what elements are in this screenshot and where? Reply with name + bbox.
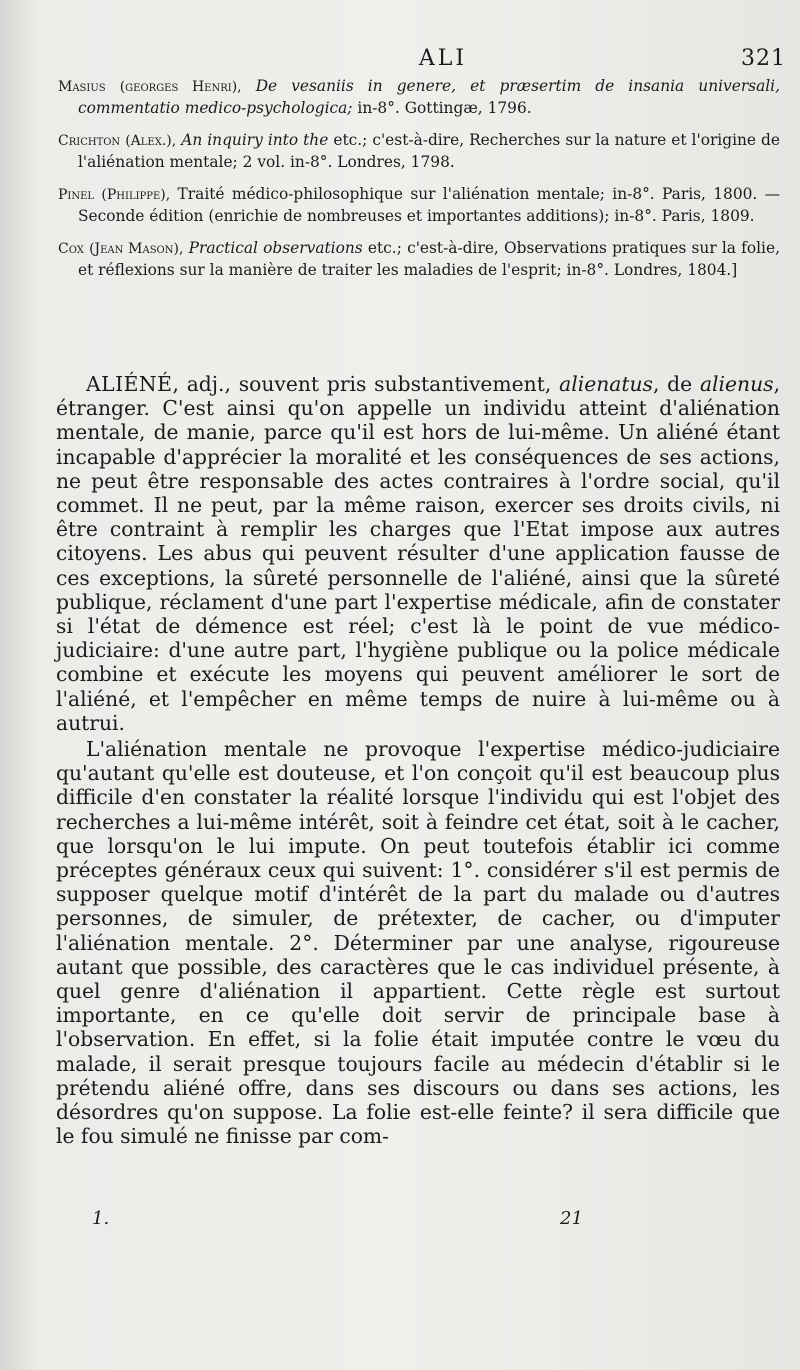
page-number: 321	[741, 46, 786, 71]
paragraph-text: , de	[652, 372, 693, 396]
bib-author: Crichton	[58, 133, 121, 149]
bib-author: Pinel	[58, 187, 95, 203]
bibliography-entry	[58, 238, 780, 281]
paragraph-text: , adj., souvent pris substantivement,	[172, 372, 552, 396]
paragraph-text: , étranger. C'est ainsi qu'on appelle un individu atteint d'aliénation mentale, de manie, parce qu'il est hors de lui-même. Un aliéné étant incapable d'apprécier la moralité et les conséquences de ses actions, ne peut être responsable des actes contraires à l'ordre social, qu'il commet. Il ne peut, par la même raison, exercer ses droits civils, ni être contraint à remplir les charges que l'Etat impose aux autres citoyens. Les abus qui peuvent résulter d'une application fausse de ces exceptions, la sûreté personnelle de l'aliéné, ainsi que la sûreté publique, réclament d'une part l'expertise médicale, afin de constater si l'état de démence est réel; c'est là le point de vue médico-judiciaire: d'une autre part, l'hygiène publique ou la police médicale combine et exécute les moyens qui peuvent améliorer le sort de l'aliéné, et l'empêcher en même temps de nuire à lui-même ou à autrui.	[56, 372, 781, 735]
article-headword: ALIÉNÉ	[86, 372, 173, 396]
bib-author-detail: (georges Henri),	[119, 79, 242, 95]
latin-term: alienus	[699, 372, 774, 396]
latin-term: alienatus	[559, 372, 653, 396]
bib-title: Practical observations	[188, 239, 363, 257]
running-head: ALI	[418, 46, 468, 71]
page-footer	[92, 1208, 592, 1232]
bibliography-entry	[58, 130, 780, 173]
bibliography-list	[58, 76, 780, 292]
bib-author-detail: (Alex.),	[125, 133, 177, 149]
bibliography-entry	[58, 184, 780, 227]
page-header	[60, 46, 786, 78]
bibliography-entry	[58, 76, 780, 119]
signature-mark: 21	[560, 1208, 583, 1229]
bib-details: etc.; c'est-à-dire, Recherches sur la nature et l'origine de l'aliénation mentale; 2 vol. in-8°. Londres, 1798.	[78, 131, 780, 171]
article-paragraph	[56, 372, 780, 735]
bib-details: in-8°. Gottingæ, 1796.	[357, 99, 532, 117]
bib-author-detail: (Jean Mason),	[89, 241, 184, 257]
article-paragraph: L'aliénation mentale ne provoque l'expertise médico-judiciaire qu'autant qu'elle est douteuse, et l'on conçoit qu'il est beaucoup plus difficile d'en constater la réalité lorsque l'individu qui est l'objet des recherches a lui-même intérêt, soit à feindre cet état, soit à le cacher, que lorsqu'on le lui impute. On peut toutefois établir ici comme préceptes généraux ceux qui suivent: 1°. considérer s'il est permis de supposer quelque motif d'intérêt de la part du malade ou d'autres personnes, de simuler, de prétexter, de cacher, ou d'imputer l'aliénation mentale. 2°. Déterminer par une analyse, rigoureuse autant que possible, des caractères que le cas individuel présente, à quel genre d'aliénation il appartient. Cette règle est surtout importante, en ce qu'elle doit servir de principale base à l'observation. En effet, si la folie était imputée contre le vœu du malade, il serait presque toujours facile au médecin d'établir si le prétendu aliéné offre, dans ses discours ou dans ses actions, les désordres qu'on suppose. La folie est-elle feinte? il sera difficile que le fou simulé ne finisse par com-	[56, 737, 780, 1149]
bib-title: De vesaniis in genere, et præsertim de insania universali, commentatio medico-psychologica;	[78, 77, 780, 117]
article-body	[56, 372, 780, 1149]
bib-details: Traité médico-philosophique sur l'aliénation mentale; in-8°. Paris, 1800. — Seconde édition (enrichie de nombreuses et importantes additions); in-8°. Paris, 1809.	[78, 185, 780, 225]
volume-mark: 1.	[92, 1208, 110, 1229]
bib-author: Cox	[58, 241, 84, 257]
bib-details: etc.; c'est-à-dire, Observations pratiques sur la folie, et réflexions sur la manière de traiter les maladies de l'esprit; in-8°. Londres, 1804.]	[78, 239, 780, 279]
bib-title: An inquiry into the	[181, 131, 329, 149]
bib-author: Masius	[58, 79, 106, 95]
bib-author-detail: (Philippe),	[101, 187, 171, 203]
